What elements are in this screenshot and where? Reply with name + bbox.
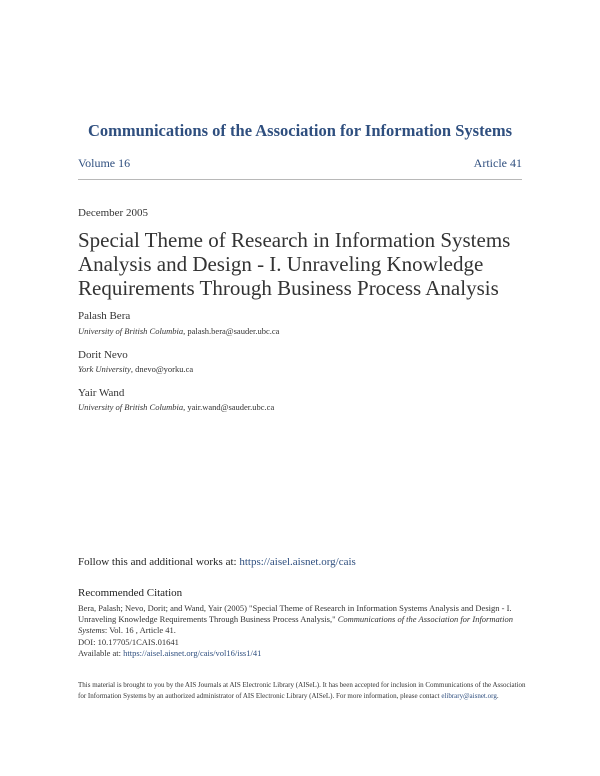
author-email: palash.bera@sauder.ubc.ca [187, 326, 280, 336]
citation-volume: : Vol. 16 , Article 41. [104, 625, 176, 636]
citation-text: Bera, Palash; Nevo, Dorit; and Wand, Yair (2005) "Special Theme of Research in Information Systems Analysis and Design - I. Unraveling Knowledge Requirements Through Business Process Analysis," [78, 603, 512, 625]
author-name: Dorit Nevo [78, 349, 128, 361]
author-affiliation: University of British Columbia, yair.wand@sauder.ubc.ca [78, 402, 275, 412]
header-divider [78, 179, 522, 180]
repository-notice [78, 680, 528, 702]
author-name: Yair Wand [78, 387, 125, 399]
follow-text: Follow this and additional works at: [78, 556, 240, 568]
author-institution: University of British Columbia [78, 402, 184, 412]
recommended-citation-heading: Recommended Citation [78, 587, 183, 599]
journal-title[interactable]: Communications of the Association for Information Systems [87, 121, 513, 140]
author-name: Palash Bera [78, 310, 131, 322]
citation-doi: DOI: 10.17705/1CAIS.01641 [78, 636, 179, 647]
publication-date: December 2005 [78, 207, 148, 219]
contact-email-link[interactable]: elibrary@aisnet.org [441, 692, 497, 701]
article-link[interactable]: Article 41 [473, 156, 522, 170]
author-affiliation: University of British Columbia, palash.bera@sauder.ubc.ca [78, 326, 280, 336]
follow-line [78, 556, 356, 568]
notice-text: This material is brought to you by the AIS Journals at AIS Electronic Library (AISeL). It has been accepted for inclusion in Communications of the Association for Information Systems by an authorized administrator of AIS Electronic Library (AISeL). For more information, please contact [78, 681, 526, 701]
citation-block [78, 603, 528, 659]
author-institution: University of British Columbia [78, 326, 184, 336]
notice-end: . [496, 692, 499, 701]
volume-link[interactable]: Volume 16 [78, 156, 131, 170]
author-institution: York University [78, 364, 131, 374]
citation-journal: Communications of the Association for Information Systems [78, 614, 513, 636]
author-email: dnevo@yorku.ca [135, 364, 194, 374]
author-email: yair.wand@sauder.ubc.ca [187, 402, 275, 412]
follow-link[interactable]: https://aisel.aisnet.org/cais [239, 556, 356, 568]
paper-title: Special Theme of Research in Information Systems Analysis and Design - I. Unraveling Knowledge Requirements Through Business Process Analysis [78, 228, 511, 300]
author-affiliation: York University, dnevo@yorku.ca [78, 364, 194, 374]
available-label: Available at: [78, 647, 124, 658]
available-link[interactable]: https://aisel.aisnet.org/cais/vol16/iss1/41 [123, 647, 262, 658]
